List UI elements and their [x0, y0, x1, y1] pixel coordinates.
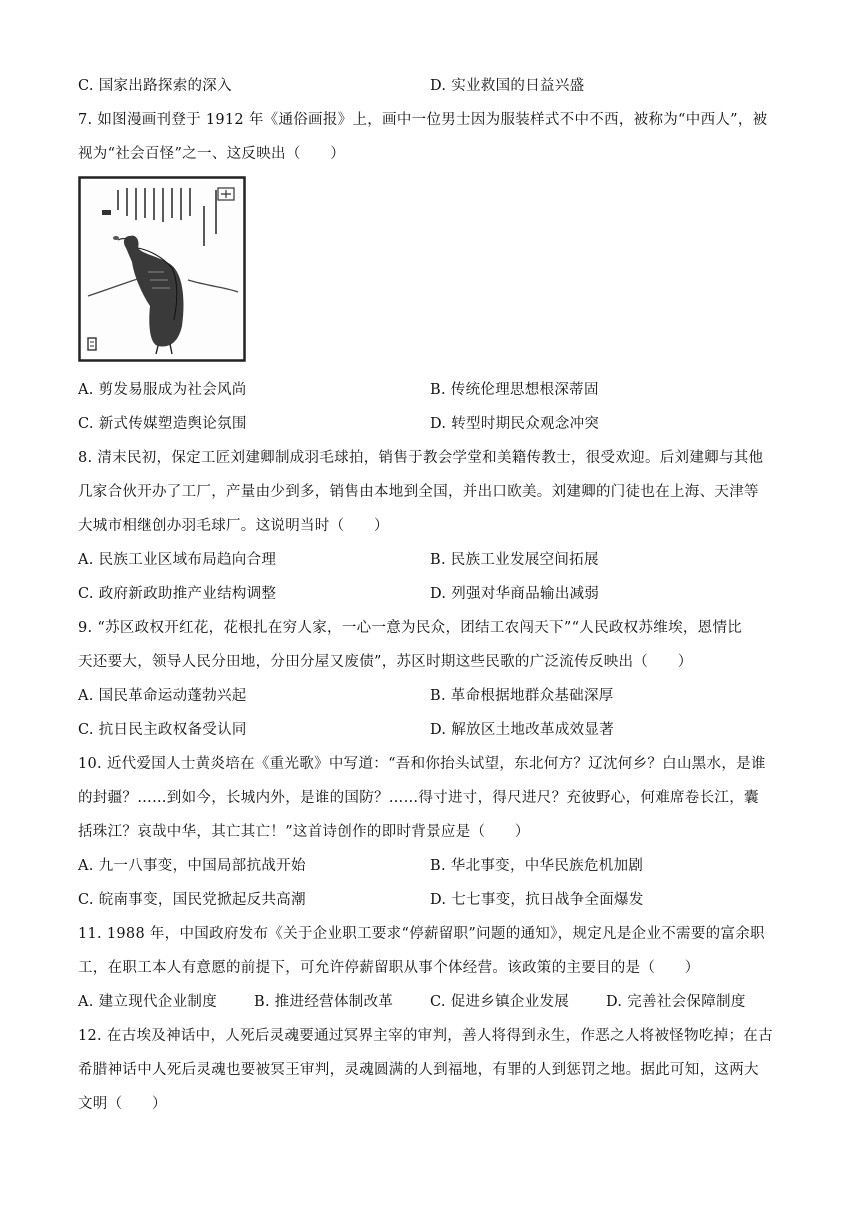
q9-option-c: C. 抗日民主政权备受认同: [78, 722, 247, 738]
q8-option-a: A. 民族工业区域布局趋向合理: [78, 552, 277, 568]
q8-option-b: B. 民族工业发展空间拓展: [430, 552, 599, 568]
q8-stem-line1: 8. 清末民初，保定工匠刘建卿制成羽毛球拍，销售于教会学堂和美籍传教士，很受欢迎。后刘建卿与其他: [78, 450, 764, 466]
q10-stem-line1: 10. 近代爱国人士黄炎培在《重光歌》中写道：“吾和你抬头试望，东北何方？辽沈何乡？白山黑水，是谁: [78, 756, 766, 772]
q12-stem-line1: 12. 在古埃及神话中，人死后灵魂要通过冥界主宰的审判，善人将得到永生，作恶之人将被怪物吃掉；在古: [78, 1028, 773, 1044]
q7-option-d: D. 转型时期民众观念冲突: [430, 416, 600, 432]
q11-option-a: A. 建立现代企业制度: [78, 994, 217, 1010]
q11-option-c: C. 促进乡镇企业发展: [430, 994, 570, 1010]
q10-stem-line2: 的封疆？……到如今，长城内外，是谁的国防？……得寸进寸，得尺进尺？充彼野心，何难席卷长江，囊: [78, 790, 759, 806]
q12-stem-line3: 文明（ ）: [78, 1096, 167, 1112]
q6-option-c: C. 国家出路探索的深入: [78, 78, 232, 94]
q7-stem-line1: 7. 如图漫画刊登于 1912 年《通俗画报》上，画中一位男士因为服装样式不中不西，被称为“中西人”，被: [78, 112, 768, 128]
q10-stem-line3: 括珠江？哀哉中华，其亡其亡！”这首诗创作的即时背景应是（ ）: [78, 824, 530, 840]
cartoon-image: [78, 176, 246, 362]
q7-stem-line2: 视为“社会百怪”之一、这反映出（ ）: [78, 146, 346, 162]
q9-stem-line1: 9. “苏区政权开红花，花根扎在穷人家，一心一意为民众，团结工农闯天下”“人民政权苏维埃，恩情比: [78, 620, 743, 636]
q9-option-b: B. 革命根据地群众基础深厚: [430, 688, 614, 704]
q7-option-c: C. 新式传媒塑造舆论氛围: [78, 416, 247, 432]
q10-option-c: C. 皖南事变，国民党掀起反共高潮: [78, 892, 306, 908]
q8-option-c: C. 政府新政助推产业结构调整: [78, 586, 277, 602]
q12-stem-line2: 希腊神话中人死后灵魂也要被冥王审判，灵魂圆满的人到福地，有罪的人到惩罚之地。据此可知，这两大: [78, 1062, 759, 1078]
q8-option-d: D. 列强对华商品输出减弱: [430, 586, 600, 602]
q9-stem-line2: 天还要大，领导人民分田地，分田分屋又废债”，苏区时期这些民歌的广泛流传反映出（ ）: [78, 654, 693, 670]
q9-option-a: A. 国民革命运动蓬勃兴起: [78, 688, 247, 704]
q6-option-d: D. 实业救国的日益兴盛: [430, 78, 585, 94]
q11-stem-line2: 工，在职工本人有意愿的前提下，可允许停薪留职从事个体经营。该政策的主要目的是（ ）: [78, 960, 700, 976]
q9-option-d: D. 解放区土地改革成效显著: [430, 722, 615, 738]
q11-stem-line1: 11. 1988 年，中国政府发布《关于企业职工要求“停薪留职”问题的通知》，规定凡是企业不需要的富余职: [78, 926, 765, 942]
q11-option-d: D. 完善社会保障制度: [606, 994, 746, 1010]
q10-option-a: A. 九一八事变，中国局部抗战开始: [78, 858, 306, 874]
q10-option-b: B. 华北事变，中华民族危机加剧: [430, 858, 644, 874]
q8-stem-line2: 几家合伙开办了工厂，产量由少到多，销售由本地到全国，并出口欧美。刘建卿的门徒也在上海、天津等: [78, 484, 759, 500]
q8-stem-line3: 大城市相继创办羽毛球厂。这说明当时（ ）: [78, 518, 389, 534]
q7-option-a: A. 剪发易服成为社会风尚: [78, 382, 247, 398]
q7-option-b: B. 传统伦理思想根深蒂固: [430, 382, 599, 398]
q10-option-d: D. 七七事变，抗日战争全面爆发: [430, 892, 644, 908]
q11-option-b: B. 推进经营体制改革: [254, 994, 394, 1010]
